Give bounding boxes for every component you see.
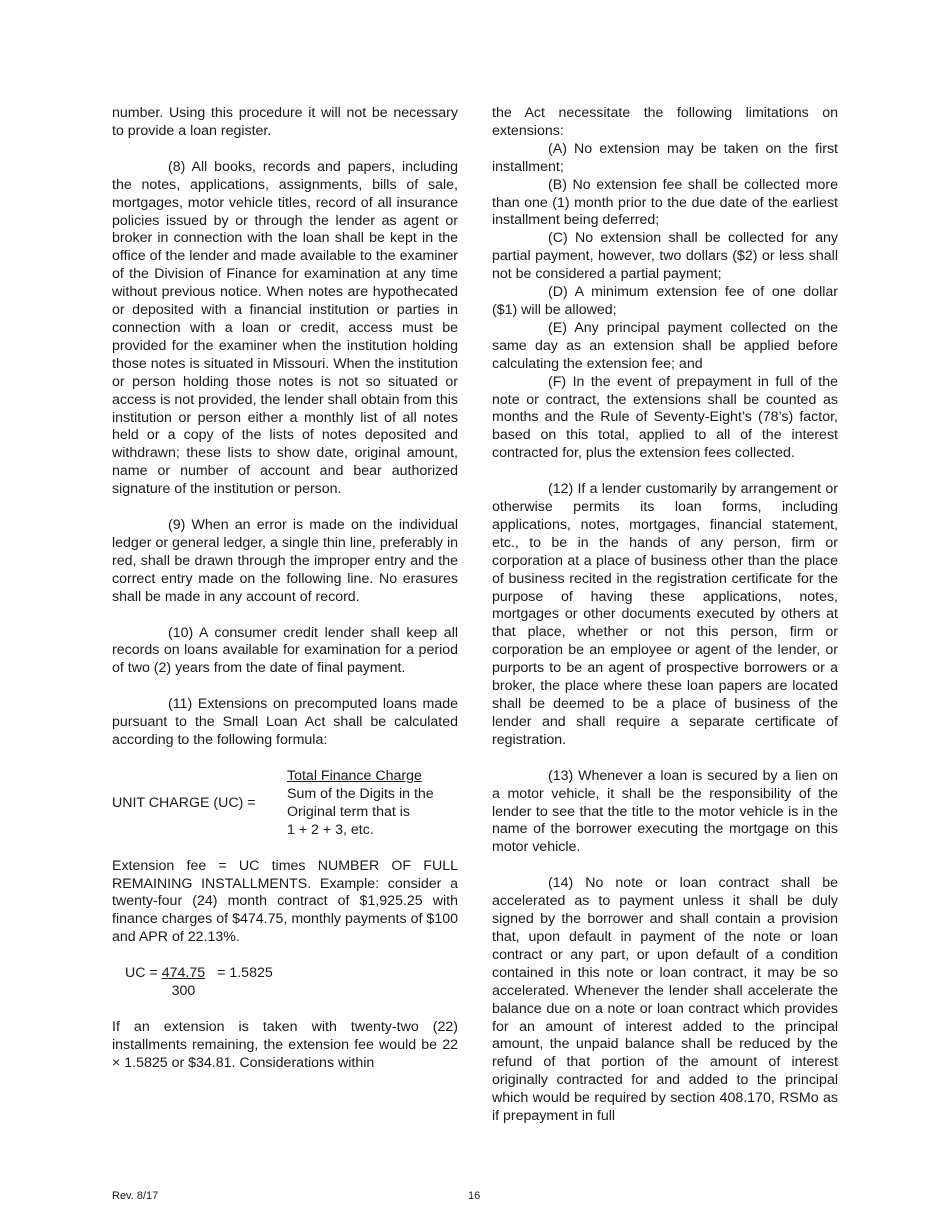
- paragraph-11: (11) Extensions on precomputed loans made pursuant to the Small Loan Act shall be calculated according to the following formula:: [112, 696, 458, 749]
- paragraph-extension-example: If an extension is taken with twenty-two (22) installments remaining, the extension fee would be 22 × 1.5825 or $34.81. Considerations within: [112, 1018, 458, 1071]
- formula-denominator-line-3: 1 + 2 + 3, etc.: [287, 821, 374, 838]
- page-number: 16: [468, 1190, 481, 1202]
- paragraph-9: (9) When an error is made on the individual ledger or general ledger, a single thin line, preferably in red, shall be drawn through the improper entry and the correct entry made on the following line. No erasures shall be made in any account of record.: [112, 517, 458, 605]
- formula-numerator: Total Finance Charge: [287, 768, 422, 784]
- uc-denominator: 300: [171, 983, 196, 1000]
- paragraph-12: (12) If a lender customarily by arrangement or otherwise permits its loan forms, including applications, notes, mortgages, financial statement, etc., to be in the hands of any person, firm or corporation at a place of business other than the place of business recited in the registration certificate for the purpose of having these applications, notes, mortgages or other documents executed by others at that place, whether or not this person, firm or corporation be an employee or agent of the lender, or purports to be an agent of prospective borrowers or a broker, the place where these loan papers are located shall be deemed to be a place of business of the lender and shall require a separate certificate of registration.: [492, 481, 838, 748]
- revision-date: Rev. 8/17: [112, 1190, 159, 1202]
- left-column: [112, 105, 458, 1073]
- item-b: (B) No extension fee shall be collected more than one (1) month prior to the due date of the earliest installment being deferred;: [492, 176, 838, 229]
- right-column: [492, 105, 838, 1126]
- uc-numerator: 474.75: [161, 965, 206, 982]
- paragraph-14: (14) No note or loan contract shall be accelerated as to payment unless it shall be duly signed by the borrower and shall contain a provision that, upon default in payment of the note or loan contract or any part, or upon default of a condition contained in this note or loan contract, it may be so accelerated. Whenever the lender shall accelerate the balance due on a note or loan contract which provides for an amount of interest added to the principal amount, the unpaid balance shall be reduced by the refund of that portion of the amount of interest originally contracted for and added to the principal which would be required by section 408.170, RSMo as if prepayment in full: [492, 875, 838, 1125]
- uc-result: = 1.5825: [217, 965, 273, 982]
- paragraph-intro: number. Using this procedure it will not be necessary to provide a loan register.: [112, 105, 458, 139]
- item-c: (C) No extension shall be collected for any partial payment, however, two dollars ($2) or less shall not be considered a partial payment;: [492, 230, 838, 283]
- item-f: (F) In the event of prepayment in full of the note or contract, the extensions shall be counted as months and the Rule of Seventy-Eight’s (78’s) factor, based on this total, applied to all of the interest contracted for, plus the extension fees collected.: [492, 373, 838, 462]
- formula-lhs: UNIT CHARGE (UC) =: [112, 794, 256, 811]
- uc-lhs: UC =: [125, 965, 158, 982]
- formula-denominator-line-2: Original term that is: [287, 803, 410, 820]
- item-d: (D) A minimum extension fee of one dollar ($1) will be allowed;: [492, 284, 838, 318]
- formula-rhs: [287, 768, 434, 840]
- paragraph-8: (8) All books, records and papers, including the notes, applications, assignments, bills of sale, mortgages, motor vehicle titles, record of all insurance policies issued by or through the lender as agent or broker in connection with the loan shall be kept in the office of the lender and made available to the examiner of the Division of Finance for examination at any time without previous notice. When notes are hypothecated or deposited with a financial institution or parties in connection with a loan or credit, access must be provided for the examiner when the institution holding those notes is situated in Missouri. When the institution or person holding those notes is not so situated or access is not provided, the lender shall obtain from this institution or person either a monthly list of all notes held or a copy of the lists of notes deposited and withdrawn; these lists to show date, original amount, name or number of account and bear authorized signature of the institution or person.: [112, 158, 458, 498]
- paragraph-13: (13) Whenever a loan is secured by a lien on a motor vehicle, it shall be the responsibility of the lender to see that the title to the motor vehicle is in the name of the borrower executing the mortgage on this motor vehicle.: [492, 767, 838, 856]
- item-e: (E) Any principal payment collected on the same day as an extension shall be applied before calculating the extension fee; and: [492, 319, 838, 372]
- unit-charge-formula: [112, 768, 458, 840]
- item-a: (A) No extension may be taken on the first installment;: [492, 140, 838, 175]
- paragraph-10: (10) A consumer credit lender shall keep all records on loans available for examination for a period of two (2) years from the date of final payment.: [112, 624, 458, 677]
- paragraph-continuation: the Act necessitate the following limitations on extensions:: [492, 105, 838, 139]
- formula-denominator-line-1: Sum of the Digits in the: [287, 785, 434, 802]
- uc-fraction: [162, 965, 205, 1001]
- uc-calculation: [125, 965, 458, 1001]
- paragraph-extension-fee: Extension fee = UC times NUMBER OF FULL REMAINING INSTALLMENTS. Example: consider a twenty-four (24) month contract of $1,925.25 with finance charges of $474.75, monthly payments of $100 and APR of 22.13%.: [112, 857, 458, 946]
